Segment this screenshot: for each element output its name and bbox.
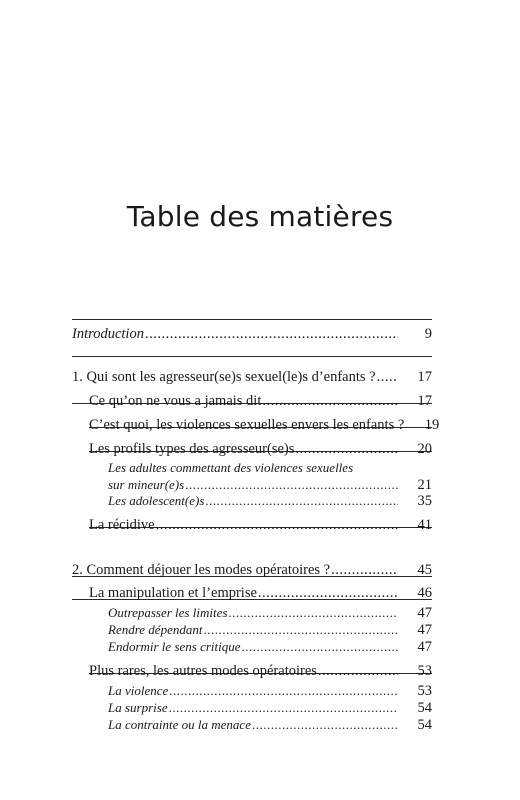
toc-entry-label: Plus rares, les autres modes opératoires xyxy=(89,663,317,679)
leader-dots xyxy=(242,640,398,653)
leader-dots xyxy=(203,623,398,636)
toc-entry-page: 41 xyxy=(417,517,432,533)
toc-entry-page: 19 xyxy=(424,417,440,433)
leader-dots xyxy=(169,701,398,714)
toc-entry-section[interactable] xyxy=(72,442,432,460)
toc-entry-section[interactable] xyxy=(72,417,440,436)
toc-subentry-label-line1: Les adultes commettant des violences sexuelles xyxy=(108,460,354,475)
toc-subentry[interactable] xyxy=(72,701,432,718)
toc-entry-label: sur mineur(e)s xyxy=(108,477,185,492)
toc-entry-label: 2. Comment déjouer les modes opératoires ? xyxy=(72,562,331,578)
leader-dots xyxy=(318,664,398,679)
toc-subentry[interactable] xyxy=(72,640,432,657)
toc-entry-section[interactable] xyxy=(72,664,432,682)
toc-entry-page: 45 xyxy=(417,562,432,578)
toc-entry-page: 53 xyxy=(417,683,432,699)
toc-entry-label: C’est quoi, les violences sexuelles envers les enfants ? xyxy=(89,417,405,433)
toc-entry-label: Les profils types des agresseur(se)s xyxy=(89,441,295,457)
leader-dots xyxy=(262,394,398,409)
toc-entry-label: Les adolescent(e)s xyxy=(108,493,205,508)
page-title: Table des matières xyxy=(126,200,394,233)
toc-entry-chapter-2[interactable] xyxy=(72,563,432,581)
toc-entry-page: 47 xyxy=(417,605,432,621)
leader-dots xyxy=(258,586,398,601)
toc-entry-label: 1. Qui sont les agresseur(se)s sexuel(le)s d’enfants ? xyxy=(72,369,376,385)
toc-entry-page: 46 xyxy=(417,585,432,601)
toc-subentry[interactable] xyxy=(72,718,432,735)
toc-entry-page: 53 xyxy=(417,663,432,679)
leader-dots xyxy=(156,518,398,533)
toc-entry-page: 17 xyxy=(417,393,432,409)
toc-entry-label: Ce qu’on ne vous a jamais dit xyxy=(89,393,262,409)
leader-dots xyxy=(252,718,398,731)
leader-dots xyxy=(228,606,398,619)
toc-entry-page: 54 xyxy=(417,717,432,733)
toc-entry-introduction[interactable] xyxy=(72,327,432,345)
toc-entry-label: La surprise xyxy=(108,700,168,715)
toc-subentry[interactable] xyxy=(72,494,432,510)
toc-entry-page: 47 xyxy=(417,622,432,638)
table-of-contents xyxy=(72,326,440,735)
toc-entry-page: 9 xyxy=(424,326,432,342)
toc-entry-label: Rendre dépendant xyxy=(108,622,203,637)
toc-subentry[interactable] xyxy=(72,623,432,640)
leader-dots xyxy=(185,478,398,491)
toc-entry-page: 17 xyxy=(417,369,432,385)
toc-entry-page: 20 xyxy=(417,441,432,457)
toc-entry-label: La violence xyxy=(108,683,169,698)
divider-line xyxy=(72,319,432,320)
leader-dots xyxy=(295,442,398,457)
leader-dots xyxy=(169,684,398,697)
toc-entry-label: Outrepasser les limites xyxy=(108,605,228,620)
toc-entry-section[interactable] xyxy=(72,518,432,536)
toc-entry-label: Introduction xyxy=(72,326,144,342)
divider-line xyxy=(72,356,432,357)
leader-dots xyxy=(145,327,398,342)
toc-subentry[interactable] xyxy=(72,606,432,623)
leader-dots xyxy=(331,563,398,578)
toc-entry-label: La récidive xyxy=(89,517,155,533)
toc-entry-page: 35 xyxy=(417,493,432,509)
toc-entry-label: La manipulation et l’emprise xyxy=(89,585,257,601)
toc-subentry[interactable] xyxy=(72,684,432,701)
leader-dots xyxy=(205,494,398,507)
toc-entry-page: 54 xyxy=(417,700,432,716)
toc-entry-section[interactable] xyxy=(72,394,432,412)
toc-entry-chapter-1[interactable] xyxy=(72,370,432,388)
toc-entry-label: Endormir le sens critique xyxy=(108,639,241,654)
toc-entry-page: 21 xyxy=(417,477,432,493)
toc-entry-label: La contrainte ou la menace xyxy=(108,717,251,732)
toc-entry-page: 47 xyxy=(417,639,432,655)
toc-subentry[interactable] xyxy=(72,478,432,494)
leader-dots xyxy=(377,370,398,385)
toc-entry-section[interactable] xyxy=(72,586,432,604)
